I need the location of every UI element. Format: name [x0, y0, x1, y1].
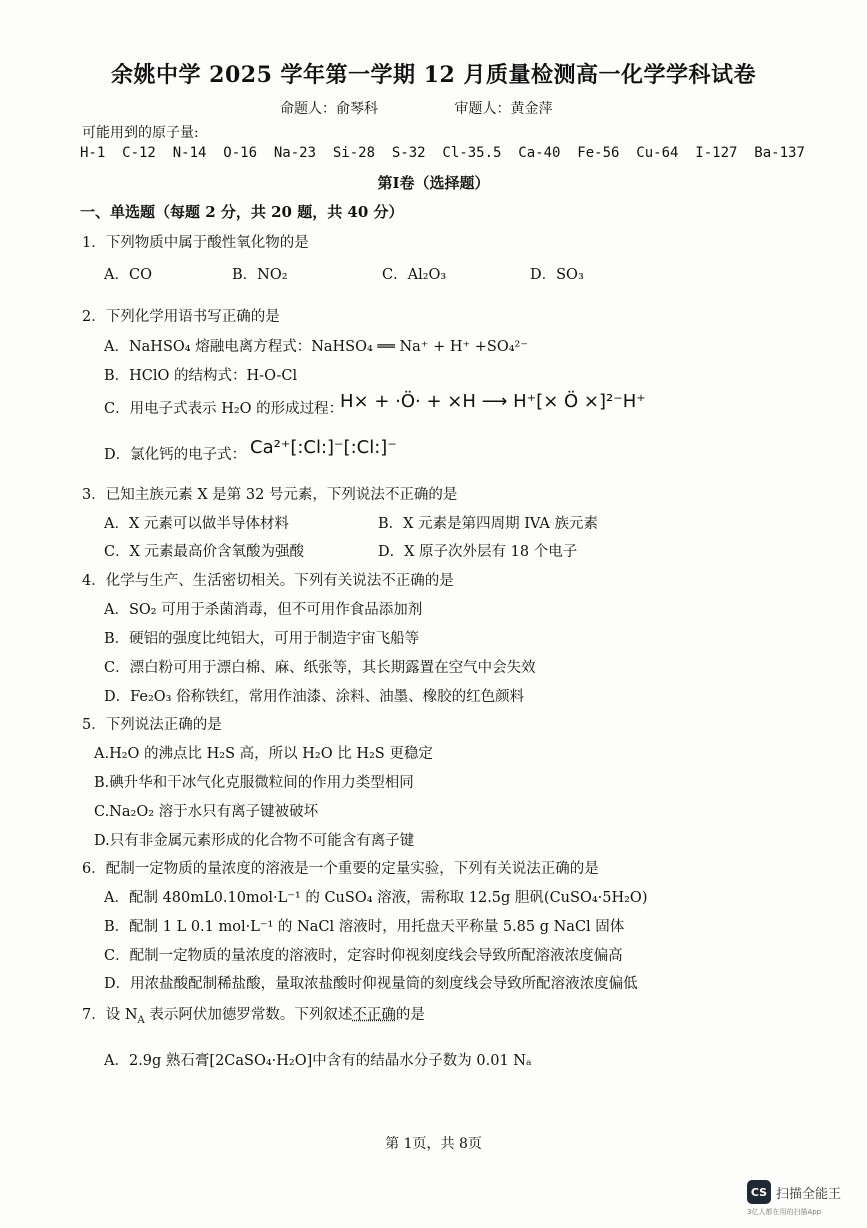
q2-option-a: A．NaHSO₄ 熔融电离方程式：NaHSO₄ ══ Na⁺ + H⁺ +SO₄²⁻ — [104, 339, 528, 355]
q1-option-a: A．CO — [104, 267, 152, 283]
q6-option-a: A．配制 480mL0.10mol·L⁻¹ 的 CuSO₄ 溶液，需称取 12.5g 胆矾(CuSO₄·5H₂O) — [104, 890, 648, 906]
q3-stem: 3．已知主族元素 X 是第 32 号元素，下列说法不正确的是 — [82, 487, 458, 503]
reviewer: 审题人：黄金萍 — [454, 101, 553, 117]
q2-option-c: C．用电子式表示 H₂O 的形成过程： — [104, 401, 344, 417]
authors-line — [280, 98, 624, 118]
q7-stem-sub: A — [137, 1014, 145, 1026]
q6-option-d: D．用浓盐酸配制稀盐酸，量取浓盐酸时仰视量筒的刻度线会导致所配溶液浓度偏低 — [104, 976, 638, 992]
q7-option-a: A．2.9g 熟石膏[2CaSO₄·H₂O]中含有的结晶水分子数为 0.01 Nₐ — [104, 1053, 532, 1069]
q7-stem — [82, 1003, 425, 1026]
q7-stem-start: 7．设 N — [82, 1007, 138, 1023]
q4-stem: 4．化学与生产、生活密切相关。下列有关说法不正确的是 — [82, 573, 454, 589]
q6-stem: 6．配制一定物质的量浓度的溶液是一个重要的定量实验，下列有关说法正确的是 — [82, 861, 599, 877]
q6-option-b: B．配制 1 L 0.1 mol·L⁻¹ 的 NaCl 溶液时，用托盘天平称量 5.85 g NaCl 固体 — [104, 919, 625, 935]
q3-option-c: C．X 元素最高价含氧酸为强酸 — [104, 544, 305, 560]
q2-option-b: B．HClO 的结构式：H-O-Cl — [104, 368, 298, 384]
volume-title: 第Ⅰ卷（选择题） — [377, 174, 490, 192]
exam-title: 余姚中学 2025 学年第一学期 12 月质量检测高一化学学科试卷 — [111, 62, 756, 88]
section-title: 一、单选题（每题 2 分，共 20 题，共 40 分） — [80, 203, 404, 221]
q2-c-electron-formula: H× + ·Ö· + ×H ⟶ H⁺[× Ö ×]²⁻H⁺ — [340, 391, 646, 412]
watermark-name: 扫描全能王 — [776, 1186, 842, 1202]
atomic-mass-label: 可能用到的原子量: — [82, 125, 199, 141]
watermark-subtitle: 3亿人都在用的扫描App — [747, 1208, 822, 1216]
q5-option-c: C.Na₂O₂ 溶于水只有离子键被破坏 — [94, 804, 319, 820]
q5-option-b: B.碘升华和干冰气化克服微粒间的作用力类型相同 — [94, 775, 414, 791]
q3-option-b: B．X 元素是第四周期 IVA 族元素 — [378, 516, 598, 532]
setter: 命题人：俞琴科 — [280, 101, 378, 117]
q1-option-c: C．Al₂O₃ — [382, 267, 447, 283]
q2-d-electron-formula: Ca²⁺[:Cl:]⁻[:Cl:]⁻ — [250, 437, 397, 458]
q2-stem: 2．下列化学用语书写正确的是 — [82, 309, 280, 325]
scanner-watermark — [747, 1180, 841, 1204]
q7-stem-end: 的是 — [395, 1007, 425, 1023]
q1-option-d: D．SO₃ — [530, 267, 584, 283]
q2-option-d: D．氯化钙的电子式： — [104, 447, 247, 463]
q5-option-a: A.H₂O 的沸点比 H₂S 高，所以 H₂O 比 H₂S 更稳定 — [94, 746, 433, 762]
q4-option-b: B．硬铝的强度比纯铝大，可用于制造宇宙飞船等 — [104, 631, 420, 647]
q3-option-d: D．X 原子次外层有 18 个电子 — [378, 544, 578, 560]
q7-stem-emphasis: 不正确 — [352, 1007, 396, 1023]
q5-option-d: D.只有非金属元素形成的化合物不可能含有离子键 — [94, 833, 415, 849]
q4-option-c: C．漂白粉可用于漂白棉、麻、纸张等，其长期露置在空气中会失效 — [104, 660, 536, 676]
q4-option-d: D．Fe₂O₃ 俗称铁红，常用作油漆、涂料、油墨、橡胶的红色颜料 — [104, 689, 525, 705]
q1-option-b: B．NO₂ — [232, 267, 288, 283]
page-footer: 第 1页，共 8页 — [385, 1136, 482, 1152]
camscanner-icon: CS — [747, 1180, 771, 1204]
q7-stem-rest: 表示阿伏加德罗常数。下列叙述 — [144, 1007, 353, 1023]
atomic-mass-list: H-1 C-12 N-14 O-16 Na-23 Si-28 S-32 Cl-35.5 Ca-40 Fe-56 Cu-64 I-127 Ba-137 — [80, 145, 805, 161]
q4-option-a: A．SO₂ 可用于杀菌消毒，但不可用作食品添加剂 — [104, 602, 423, 618]
q6-option-c: C．配制一定物质的量浓度的溶液时，定容时仰视刻度线会导致所配溶液浓度偏高 — [104, 948, 623, 964]
q1-stem: 1．下列物质中属于酸性氧化物的是 — [82, 235, 309, 251]
q5-stem: 5．下列说法正确的是 — [82, 717, 222, 733]
q3-option-a: A．X 元素可以做半导体材料 — [104, 516, 289, 532]
